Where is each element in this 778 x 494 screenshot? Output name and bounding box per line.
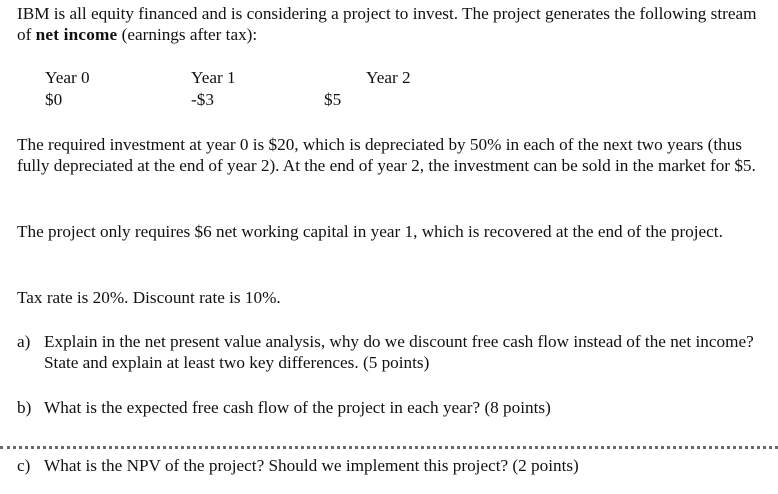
investment-paragraph: The required investment at year 0 is $20, which is depreciated by 50% in each of the next two years (thus fully depreciated at the end of year 2). At the end of year 2, the investment can be sold in the market for $5. — [17, 135, 756, 175]
year-2-value: $5 — [324, 90, 342, 109]
question-c-letter: c) — [17, 456, 31, 475]
question-a-text: Explain in the net present value analysis, why do we discount free cash flow instead of the net income? State and explain at least two key differences. (5 points) — [44, 332, 754, 372]
net-income-stream — [0, 67, 778, 111]
intro-text-start: IBM is all equity financed and is considering a project to invest. The project generates the following stream of — [17, 4, 757, 44]
question-b-text: What is the expected free cash flow of the project in each year? (8 points) — [44, 398, 551, 417]
tax-rate-paragraph: Tax rate is 20%. Discount rate is 10%. — [17, 288, 281, 307]
year-1-value: -$3 — [191, 90, 214, 109]
year-1-label: Year 1 — [191, 68, 236, 87]
intro-paragraph — [17, 3, 762, 45]
page-break-divider — [0, 446, 778, 449]
working-capital-paragraph: The project only requires $6 net working capital in year 1, which is recovered at the end of the project. — [17, 222, 723, 241]
year-0-label: Year 0 — [45, 68, 90, 87]
question-c-text: What is the NPV of the project? Should we implement this project? (2 points) — [44, 456, 579, 475]
year-2-label: Year 2 — [366, 68, 411, 87]
intro-text-end: (earnings after tax): — [117, 25, 258, 44]
year-0-value: $0 — [45, 90, 63, 109]
question-a-letter: a) — [17, 332, 31, 351]
intro-bold-term: net income — [35, 25, 118, 44]
question-b-letter: b) — [17, 398, 32, 417]
